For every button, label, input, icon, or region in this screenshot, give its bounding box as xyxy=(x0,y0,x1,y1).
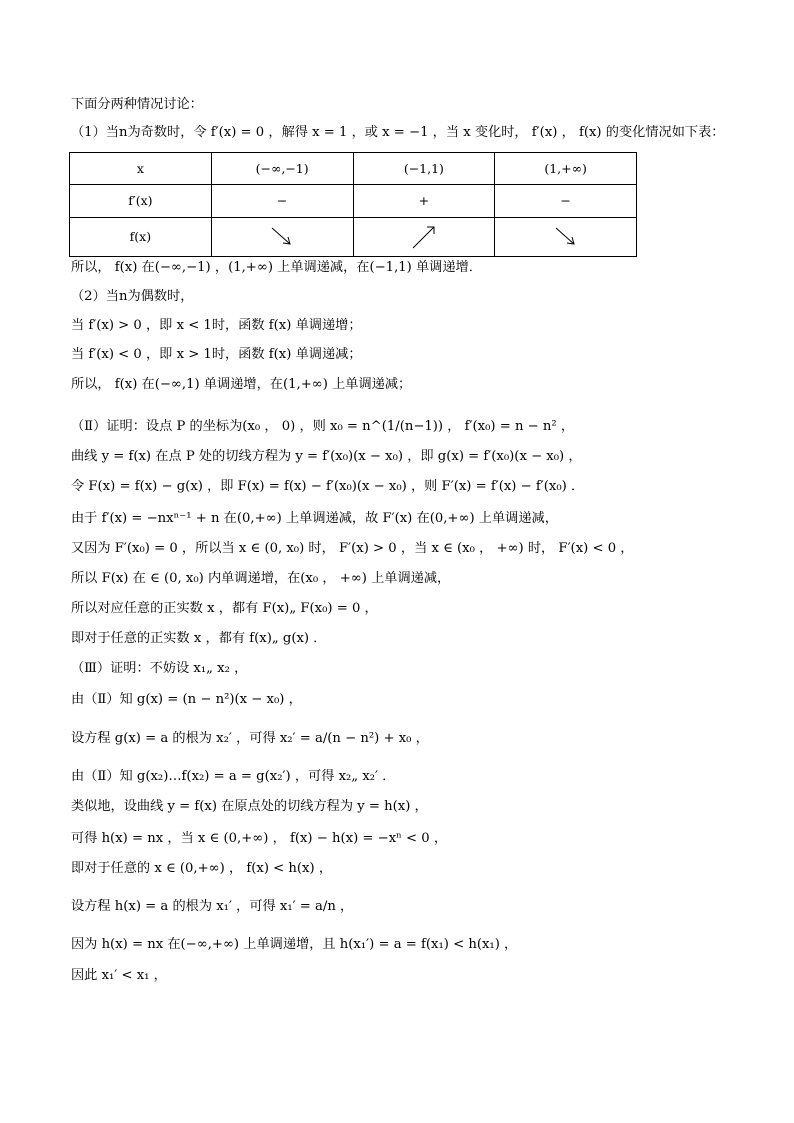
text-line: 即对于任意的正实数 x ，都有 f(x)„ g(x) ． xyxy=(71,631,327,646)
table-cell: − xyxy=(495,185,637,217)
text-line: 可得 h(x) = nx ，当 x ∈ (0,+∞) ， f(x) − h(x) = −xⁿ < 0 ， xyxy=(71,831,448,846)
table-cell: (−∞,−1) xyxy=(211,153,353,185)
table-cell: + xyxy=(353,185,495,217)
text-line: 曲线 y = f(x) 在点 P 处的切线方程为 y = f′(x₀)(x − x₀) ，即 g(x) = f′(x₀)(x − x₀) ， xyxy=(71,449,582,464)
table-cell: f′(x) xyxy=(70,185,212,217)
text-line: （2）当n为偶数时， xyxy=(71,289,194,304)
table-cell: − xyxy=(211,185,353,217)
text-line: 所以， f(x) 在(−∞,1) 单调递增，在(1,+∞) 上单调递减； xyxy=(71,377,412,392)
text-line: 又因为 F′(x₀) = 0 ，所以当 x ∈ (0, x₀) 时， F′(x) > 0 ，当 x ∈ (x₀ ， +∞) 时， F′(x) < 0 ， xyxy=(71,541,634,556)
table-cell xyxy=(211,217,353,256)
text-line: 设方程 g(x) = a 的根为 x₂′ ，可得 x₂′ = a/(n − n²) + x₀ ， xyxy=(71,731,429,746)
table-cell: (1,+∞) xyxy=(495,153,637,185)
text-line: （1）当n为奇数时，令 f′(x) = 0 ，解得 x = 1 ，或 x = −1 ，当 x 变化时， f′(x) ， f(x) 的变化情况如下表： xyxy=(71,125,725,140)
variation-table xyxy=(69,152,637,257)
text-line: 所以， f(x) 在(−∞,−1) ，(1,+∞) 上单调递减，在(−1,1) 单调递增． xyxy=(71,260,482,275)
text-line: 当 f′(x) < 0 ，即 x > 1时，函数 f(x) 单调递减； xyxy=(71,347,362,362)
table-header-row xyxy=(70,153,637,185)
table-cell xyxy=(495,217,637,256)
decreasing-arrow-icon xyxy=(554,226,578,248)
table-cell xyxy=(353,217,495,256)
text-line: 因为 h(x) = nx 在(−∞,+∞) 上单调递增，且 h(x₁′) = a = f(x₁) < h(x₁) ， xyxy=(71,937,518,952)
text-line: 由（Ⅱ）知 g(x₂)…f(x₂) = a = g(x₂′) ，可得 x₂„ x₂′ ． xyxy=(71,769,396,784)
text-line: （Ⅱ）证明：设点 P 的坐标为(x₀ ， 0) ，则 x₀ = n^(1/(n−1)) ， f′(x₀) = n − n² ， xyxy=(71,419,575,434)
text-line: 即对于任意的 x ∈ (0,+∞) ， f(x) < h(x) ， xyxy=(71,861,333,876)
text-line: 因此 x₁′ < x₁ ， xyxy=(71,968,167,983)
decreasing-arrow-icon xyxy=(270,226,294,248)
table-cell: f(x) xyxy=(70,217,212,256)
text-line: 下面分两种情况讨论： xyxy=(71,97,203,112)
text-line: 所以对应任意的正实数 x ，都有 F(x)„ F(x₀) = 0 ， xyxy=(71,601,378,616)
text-line: 令 F(x) = f(x) − g(x) ，即 F(x) = f(x) − f′(x₀)(x − x₀) ，则 F′(x) = f′(x) − f′(x₀) ． xyxy=(71,479,585,494)
text-line: 所以 F(x) 在 ∈ (0, x₀) 内单调递增，在(x₀ ， +∞) 上单调递减， xyxy=(71,571,451,586)
table-cell: x xyxy=(70,153,212,185)
table-row xyxy=(70,217,637,256)
table-row xyxy=(70,185,637,217)
text-line: 设方程 h(x) = a 的根为 x₁′ ，可得 x₁′ = a/n ， xyxy=(71,899,354,914)
table-cell: (−1,1) xyxy=(353,153,495,185)
text-line: 当 f′(x) > 0 ，即 x < 1时，函数 f(x) 单调递增； xyxy=(71,318,362,333)
text-line: 由于 f′(x) = −nxⁿ⁻¹ + n 在(0,+∞) 上单调递减，故 F′(x) 在(0,+∞) 上单调递减， xyxy=(71,511,558,526)
increasing-arrow-icon xyxy=(411,224,437,250)
text-line: 类似地，设曲线 y = f(x) 在原点处的切线方程为 y = h(x) ， xyxy=(71,799,428,814)
text-line: 由（Ⅱ）知 g(x) = (n − n²)(x − x₀) ， xyxy=(71,692,302,707)
text-line: （Ⅲ）证明：不妨设 x₁„ x₂ ， xyxy=(71,661,248,676)
